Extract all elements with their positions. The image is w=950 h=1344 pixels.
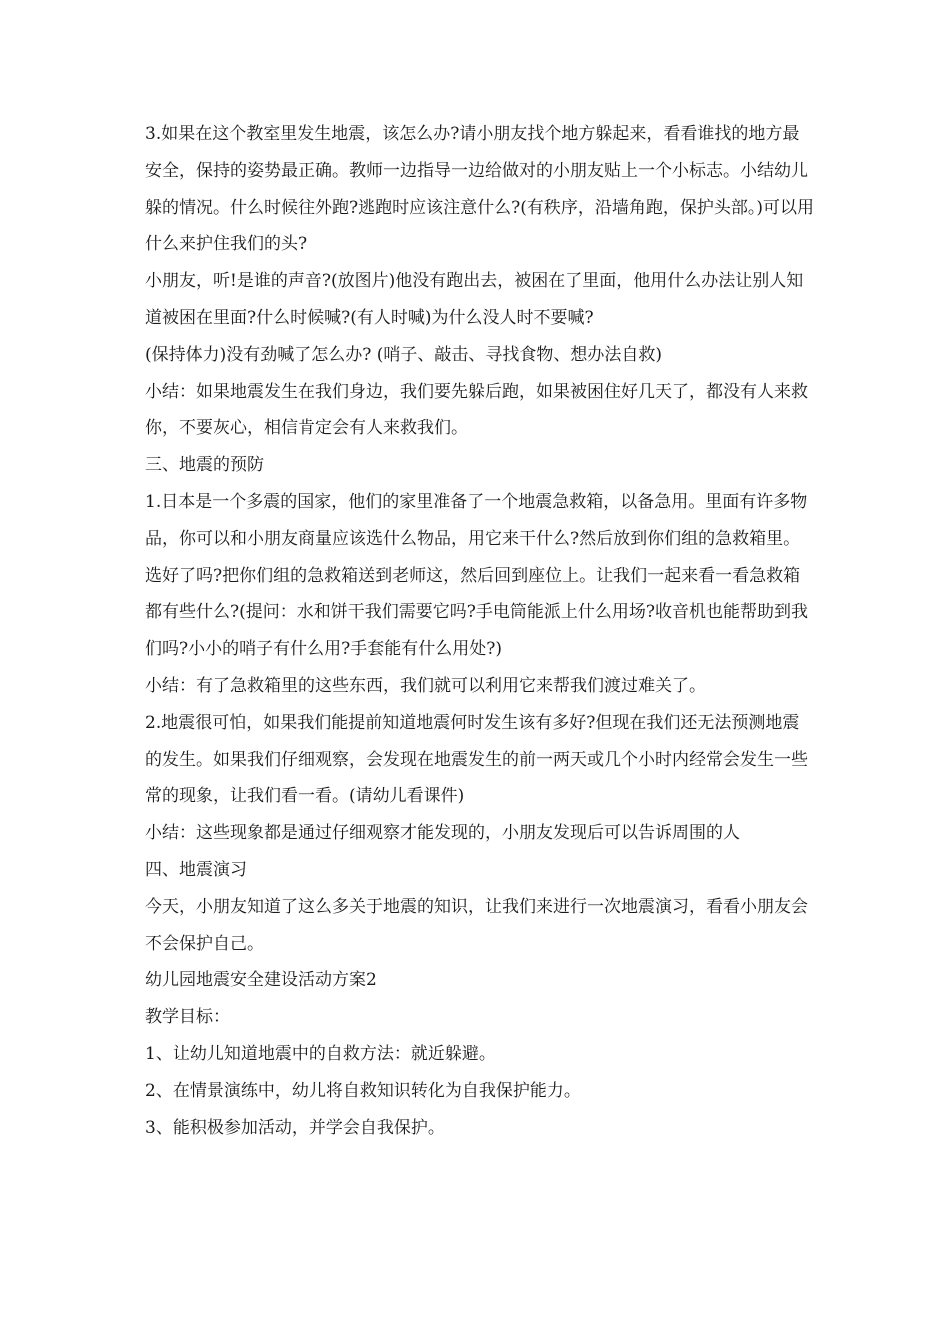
document-body [145, 116, 815, 1146]
paragraph-trapped-sound: 小朋友，听!是谁的声音?(放图片)他没有跑出去，被困在了里面，他用什么办法让别人知道被困在里面?什么时候喊?(有人时喊)为什么没人时不要喊? [145, 271, 804, 328]
plan-title-2: 幼儿园地震安全建设活动方案2 [145, 970, 377, 991]
paragraph-earthquake-in-classroom: 3.如果在这个教室里发生地震，该怎么办?请小朋友找个地方躲起来，看看谁找的地方最安全，保持的姿势最正确。教师一边指导一边给做对的小朋友贴上一个小标志。小结幼儿躲的情况。什么时候往外跑?逃跑时应该注意什么?(有秩序，沿墙角跑，保护头部。)可以用什么来护住我们的头? [145, 124, 814, 255]
paragraph-summary-observation: 小结：这些现象都是通过仔细观察才能发现的，小朋友发现后可以告诉周围的人 [145, 823, 740, 844]
paragraph-predict-earthquake: 2.地震很可怕，如果我们能提前知道地震何时发生该有多好?但现在我们还无法预测地震的发生。如果我们仔细观察，会发现在地震发生的前一两天或几个小时内经常会发生一些常的现象，让我们看一看。(请幼儿看课件) [145, 712, 808, 807]
teaching-goals-heading: 教学目标： [145, 1007, 230, 1028]
goal-item-1: 1、让幼儿知道地震中的自救方法：就近躲避。 [145, 1043, 496, 1064]
section-heading-prevention: 三、地震的预防 [145, 455, 264, 476]
paragraph-save-strength: (保持体力)没有劲喊了怎么办? (哨子、敲击、寻找食物、想办法自救) [145, 344, 663, 365]
paragraph-summary-hide-then-run: 小结：如果地震发生在我们身边，我们要先躲后跑，如果被困住好几天了，都没有人来救你，不要灰心，相信肯定会有人来救我们。 [145, 381, 808, 439]
paragraph-summary-emergency-kit: 小结：有了急救箱里的这些东西，我们就可以利用它来帮我们渡过难关了。 [145, 675, 706, 696]
paragraph-drill-intro: 今天，小朋友知道了这么多关于地震的知识，让我们来进行一次地震演习，看看小朋友会不会保护自己。 [145, 896, 808, 954]
goal-item-3: 3、能积极参加活动，并学会自我保护。 [145, 1117, 445, 1138]
section-heading-drill: 四、地震演习 [145, 859, 247, 880]
paragraph-emergency-kit: 1.日本是一个多震的国家，他们的家里准备了一个地震急救箱，以备急用。里面有许多物品，你可以和小朋友商量应该选什么物品，用它来干什么?然后放到你们组的急救箱里。选好了吗?把你们组的急救箱送到老师这，然后回到座位上。让我们一起来看一看急救箱都有些什么?(提问：水和饼干我们需要它吗?手电筒能派上什么用场?收音机也能帮助到我们吗?小小的哨子有什么用?手套能有什么用处?) [145, 491, 808, 660]
goal-item-2: 2、在情景演练中，幼儿将自救知识转化为自我保护能力。 [145, 1080, 581, 1101]
